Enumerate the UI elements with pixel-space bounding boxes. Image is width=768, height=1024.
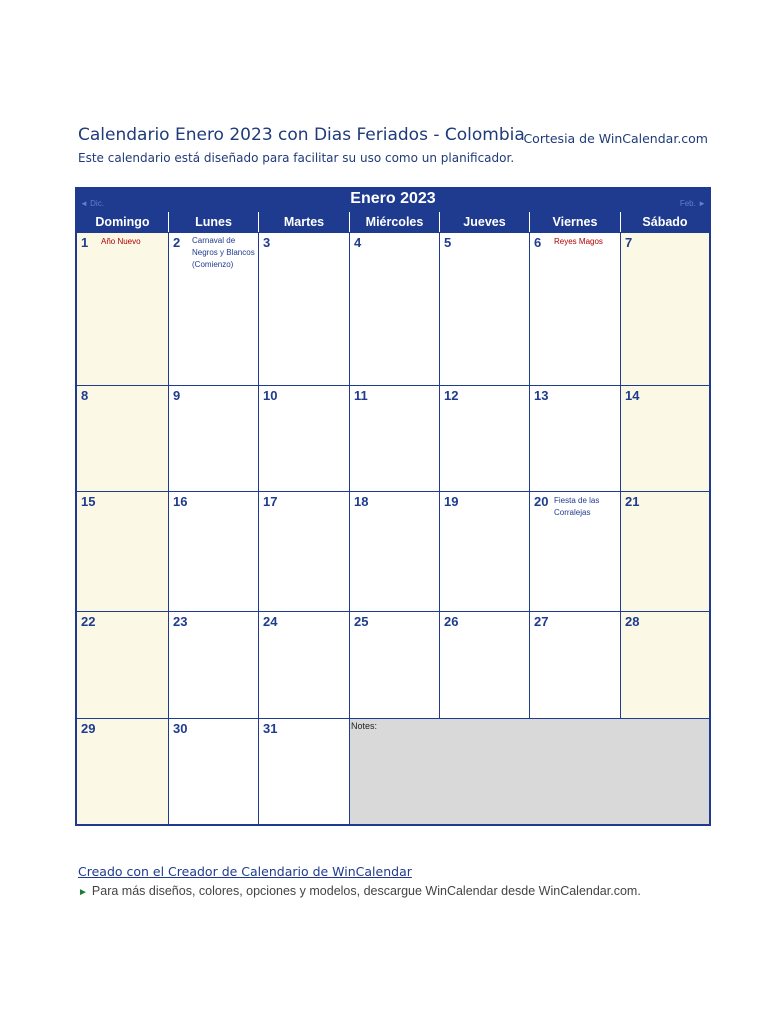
day-cell[interactable] bbox=[168, 232, 258, 385]
day-cell[interactable] bbox=[529, 611, 620, 718]
day-cell[interactable] bbox=[620, 491, 709, 611]
event-label: Carnaval de Negros y Blancos (Comienzo) bbox=[192, 236, 255, 269]
day-cell[interactable] bbox=[349, 385, 439, 491]
day-number: 10 bbox=[263, 388, 278, 403]
day-number: 5 bbox=[444, 235, 452, 250]
day-cell[interactable] bbox=[349, 232, 439, 385]
day-number: 4 bbox=[354, 235, 362, 250]
day-number: 24 bbox=[263, 614, 278, 629]
creator-link[interactable]: Creado con el Creador de Calendario de WinCalendar bbox=[78, 864, 412, 879]
weekday-tuesday: Martes bbox=[258, 212, 349, 232]
weekday-monday: Lunes bbox=[168, 212, 258, 232]
day-cell[interactable] bbox=[349, 611, 439, 718]
day-number: 16 bbox=[173, 494, 188, 509]
day-cell[interactable] bbox=[258, 232, 349, 385]
day-number: 12 bbox=[444, 388, 459, 403]
day-number: 26 bbox=[444, 614, 459, 629]
day-cell[interactable] bbox=[168, 385, 258, 491]
day-number: 1 bbox=[81, 235, 89, 250]
day-number: 3 bbox=[263, 235, 271, 250]
day-cell[interactable] bbox=[77, 385, 168, 491]
calendar bbox=[75, 187, 711, 826]
day-cell[interactable] bbox=[77, 491, 168, 611]
day-cell[interactable] bbox=[529, 232, 620, 385]
day-cell[interactable] bbox=[77, 232, 168, 385]
day-cell[interactable] bbox=[529, 491, 620, 611]
event-label: Fiesta de las Corralejas bbox=[554, 496, 600, 517]
day-number: 9 bbox=[173, 388, 181, 403]
holiday-label: Reyes Magos bbox=[554, 237, 603, 246]
notes-area[interactable] bbox=[349, 718, 709, 824]
weekday-friday: Viernes bbox=[529, 212, 620, 232]
day-cell[interactable] bbox=[439, 232, 529, 385]
page-title: Calendario Enero 2023 con Dias Feriados - Colombia bbox=[78, 125, 525, 145]
day-number: 15 bbox=[81, 494, 96, 509]
day-cell[interactable] bbox=[77, 611, 168, 718]
day-number: 8 bbox=[81, 388, 89, 403]
page-subtitle: Este calendario está diseñado para facilitar su uso como un planificador. bbox=[78, 151, 515, 165]
day-cell[interactable] bbox=[168, 491, 258, 611]
day-number: 2 bbox=[173, 235, 181, 250]
weekday-sunday: Domingo bbox=[95, 215, 150, 229]
weekday-thursday: Jueves bbox=[439, 212, 529, 232]
day-number: 13 bbox=[534, 388, 549, 403]
day-number: 27 bbox=[534, 614, 549, 629]
courtesy-link[interactable]: Cortesia de WinCalendar.com bbox=[523, 131, 708, 146]
arrow-right-icon: ► bbox=[78, 887, 88, 898]
day-cell[interactable] bbox=[258, 385, 349, 491]
day-cell[interactable] bbox=[439, 385, 529, 491]
day-number: 22 bbox=[81, 614, 96, 629]
weekday-header-row bbox=[77, 212, 709, 232]
day-number: 21 bbox=[625, 494, 640, 509]
day-number: 28 bbox=[625, 614, 640, 629]
day-number: 18 bbox=[354, 494, 369, 509]
day-cell[interactable] bbox=[258, 611, 349, 718]
day-cell[interactable] bbox=[620, 385, 709, 491]
day-cell[interactable] bbox=[258, 718, 349, 824]
day-cell[interactable] bbox=[439, 491, 529, 611]
weekday-wednesday: Miércoles bbox=[349, 212, 439, 232]
day-number: 30 bbox=[173, 721, 188, 736]
prev-month-link[interactable]: ◄ Dic. bbox=[80, 199, 104, 208]
day-number: 7 bbox=[625, 235, 633, 250]
month-header bbox=[77, 189, 709, 212]
weekday-saturday: Sábado bbox=[620, 212, 709, 232]
day-cell[interactable] bbox=[439, 611, 529, 718]
day-number: 11 bbox=[354, 388, 368, 403]
day-number: 19 bbox=[444, 494, 459, 509]
next-month-link[interactable]: Feb. ► bbox=[679, 199, 706, 208]
day-cell[interactable] bbox=[77, 718, 168, 824]
day-cell[interactable] bbox=[168, 611, 258, 718]
day-cell[interactable] bbox=[620, 611, 709, 718]
day-number: 6 bbox=[534, 235, 542, 250]
day-cell[interactable] bbox=[529, 385, 620, 491]
day-number: 25 bbox=[354, 614, 369, 629]
footer-note-text: Para más diseños, colores, opciones y modelos, descargue WinCalendar desde WinCalendar.com. bbox=[91, 884, 641, 898]
day-number: 29 bbox=[81, 721, 96, 736]
day-number: 23 bbox=[173, 614, 188, 629]
day-cell[interactable] bbox=[168, 718, 258, 824]
day-cell[interactable] bbox=[620, 232, 709, 385]
month-title: Enero 2023 bbox=[350, 190, 436, 207]
notes-label: Notes: bbox=[351, 721, 378, 731]
day-number: 17 bbox=[263, 494, 278, 509]
day-number: 20 bbox=[534, 494, 549, 509]
day-cell[interactable] bbox=[258, 491, 349, 611]
holiday-label: Año Nuevo bbox=[101, 237, 141, 246]
footer-note bbox=[78, 884, 641, 898]
day-cell[interactable] bbox=[349, 491, 439, 611]
day-number: 14 bbox=[625, 388, 640, 403]
day-number: 31 bbox=[263, 721, 278, 736]
